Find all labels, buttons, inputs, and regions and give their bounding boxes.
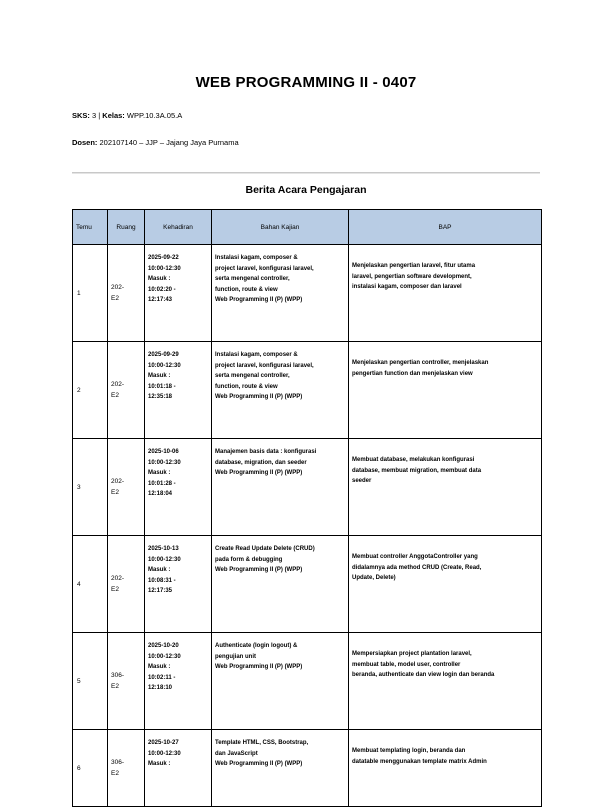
sks-value: 3 | [89,111,103,120]
kelas-label: Kelas: [102,111,125,120]
document-title: WEB PROGRAMMING II - 0407 [195,74,417,91]
kehadiran-line: 12:35:18 [148,394,173,400]
ruang-line: E2 [111,683,119,690]
divider [72,172,540,174]
bap-line: Mempersiapkan project plantation laravel, [352,651,472,657]
bahan-kajian-line: project laravel, konfigurasi laravel, [215,265,314,272]
bap-line: Membuat controller AnggotaController yang [352,554,478,560]
kehadiran-line: 12:18:10 [148,685,173,691]
bahan-kajian-line: Instalasi kagam, composer & [215,352,298,358]
temu-number: 4 [77,580,81,588]
bap-cell [349,245,542,342]
temu-number: 1 [77,289,81,297]
bap-cell [349,633,542,730]
table-row [73,730,542,807]
bahan-kajian-line: Web Programming II (P) (WPP) [215,470,303,476]
ruang-cell [108,536,145,633]
temu-cell [73,439,108,536]
temu-cell [73,633,108,730]
kehadiran-line: 2025-10-13 [148,546,179,552]
ruang-line: 202- [111,381,125,388]
ruang-cell [108,730,145,807]
dosen-value: 202107140 – JJP – Jajang Jaya Purnama [97,138,239,147]
bahan-kajian-line: Authenticate (login logout) & [215,643,298,649]
kehadiran-line: 2025-09-22 [148,255,179,261]
bap-line: instalasi kagam, composer dan laravel [352,284,462,290]
kehadiran-line: 10:02:20 - [148,286,176,293]
course-info-line [72,111,182,120]
bahan-kajian-cell [212,633,349,730]
bahan-kajian-line: Instalasi kagam, composer & [215,255,298,261]
bap-line: Membuat templating login, beranda dan [352,748,466,754]
temu-number: 3 [77,483,81,491]
bap-line: beranda, authenticate dan view login dan beranda [352,672,495,678]
bahan-kajian-line: Web Programming II (P) (WPP) [215,297,303,303]
kehadiran-line: 2025-10-06 [148,449,179,455]
bahan-kajian-line: pengujian unit [215,653,256,660]
kehadiran-line: 10:00-12:30 [148,362,181,369]
kehadiran-line: 10:01:28 - [148,480,176,487]
dosen-label: Dosen: [72,138,98,147]
bahan-kajian-line: pada form & debugging [215,556,283,563]
kehadiran-line: 10:00-12:30 [148,750,181,757]
bap-line: Menjelaskan pengertian laravel, fitur utama [352,263,476,269]
kehadiran-line: Masuk : [148,761,171,767]
kehadiran-cell [145,730,212,807]
kehadiran-cell [145,633,212,730]
lecturer-line [72,138,239,147]
kehadiran-line: 10:08:31 - [148,577,176,584]
bahan-kajian-line: Create Read Update Delete (CRUD) [215,546,315,552]
bap-line: laravel, pengertian software development, [352,273,472,280]
ruang-cell [108,439,145,536]
kehadiran-line: 2025-09-29 [148,352,179,358]
kehadiran-line: 12:17:43 [148,297,173,303]
bahan-kajian-line: function, route & view [215,383,278,390]
kehadiran-line: Masuk : [148,664,171,670]
bahan-kajian-cell [212,536,349,633]
bap-line: Membuat database, melakukan konfigurasi [352,457,475,463]
header-kehadiran: Kehadiran [145,210,212,245]
ruang-line: 306- [111,672,125,679]
temu-cell [73,536,108,633]
ruang-line: E2 [111,295,119,302]
kehadiran-line: 12:18:04 [148,491,173,497]
temu-number: 5 [77,677,81,685]
bahan-kajian-cell [212,342,349,439]
header-ruang: Ruang [108,210,145,245]
bahan-kajian-line: Web Programming II (P) (WPP) [215,394,303,400]
temu-cell [73,342,108,439]
ruang-line: E2 [111,586,119,593]
bahan-kajian-line: dan JavaScript [215,750,258,757]
bap-line: datatable menggunakan template matrix Admin [352,758,487,765]
kehadiran-line: Masuk : [148,373,171,379]
bahan-kajian-line: project laravel, konfigurasi laravel, [215,362,314,369]
table-row [73,536,542,633]
ruang-line: 202- [111,478,125,485]
header-bap: BAP [349,210,542,245]
bap-line: pengertian function dan menjelaskan view [352,370,473,377]
table-row [73,439,542,536]
kehadiran-line: 12:17:35 [148,588,173,594]
ruang-cell [108,342,145,439]
table-row [73,633,542,730]
bahan-kajian-line: serta mengenal controller, [215,276,290,282]
bap-cell [349,439,542,536]
bahan-kajian-cell [212,730,349,807]
temu-number: 2 [77,386,81,394]
kehadiran-cell [145,439,212,536]
kehadiran-line: Masuk : [148,276,171,282]
sks-label: SKS: [72,111,90,120]
ruang-line: E2 [111,392,119,399]
bap-line: Menjelaskan pengertian controller, menjelaskan [352,360,489,366]
kelas-value: WPP.10.3A.05.A [124,111,183,120]
ruang-line: 202- [111,284,125,291]
kehadiran-line: 10:00-12:30 [148,265,181,272]
bahan-kajian-line: Web Programming II (P) (WPP) [215,567,303,573]
header-bahan-kajian: Bahan Kajian [212,210,349,245]
bap-line: Update, Delete) [352,575,396,581]
kehadiran-line: 2025-10-27 [148,740,179,746]
kehadiran-line: 10:01:18 - [148,383,176,390]
bahan-kajian-cell [212,439,349,536]
ruang-line: E2 [111,770,119,777]
kehadiran-cell [145,536,212,633]
bahan-kajian-line: database, migration, dan seeder [215,459,307,466]
ruang-cell [108,245,145,342]
bahan-kajian-line: serta mengenal controller, [215,373,290,379]
kehadiran-line: 10:02:11 - [148,674,176,681]
ruang-line: 306- [111,759,125,766]
bap-line: seeder [352,478,372,484]
temu-cell [73,730,108,807]
table-row [73,245,542,342]
kehadiran-line: 2025-10-20 [148,643,179,649]
bahan-kajian-line: function, route & view [215,286,278,293]
kehadiran-line: 10:00-12:30 [148,459,181,466]
bahan-kajian-line: Web Programming II (P) (WPP) [215,664,303,670]
bap-cell [349,536,542,633]
bap-line: didalamnya ada method CRUD (Create, Read, [352,564,482,571]
header-temu: Temu [73,210,108,245]
bap-cell [349,342,542,439]
temu-number: 6 [77,764,81,772]
section-title: Berita Acara Pengajaran [245,184,367,196]
kehadiran-line: 10:00-12:30 [148,653,181,660]
ruang-line: E2 [111,489,119,496]
table-header-row [73,210,542,245]
bap-line: membuat table, model user, controller [352,661,461,668]
table-row [73,342,542,439]
kehadiran-line: 10:00-12:30 [148,556,181,563]
bahan-kajian-cell [212,245,349,342]
bahan-kajian-line: Manajemen basis data : konfigurasi [215,449,317,455]
ruang-line: 202- [111,575,125,582]
bahan-kajian-line: Web Programming II (P) (WPP) [215,761,303,767]
kehadiran-cell [145,245,212,342]
temu-cell [73,245,108,342]
kehadiran-cell [145,342,212,439]
kehadiran-line: Masuk : [148,470,171,476]
bap-line: database, membuat migration, membuat data [352,467,482,474]
bahan-kajian-line: Template HTML, CSS, Bootstrap, [215,740,309,746]
teaching-report-table [72,209,542,807]
bap-cell [349,730,542,807]
kehadiran-line: Masuk : [148,567,171,573]
ruang-cell [108,633,145,730]
